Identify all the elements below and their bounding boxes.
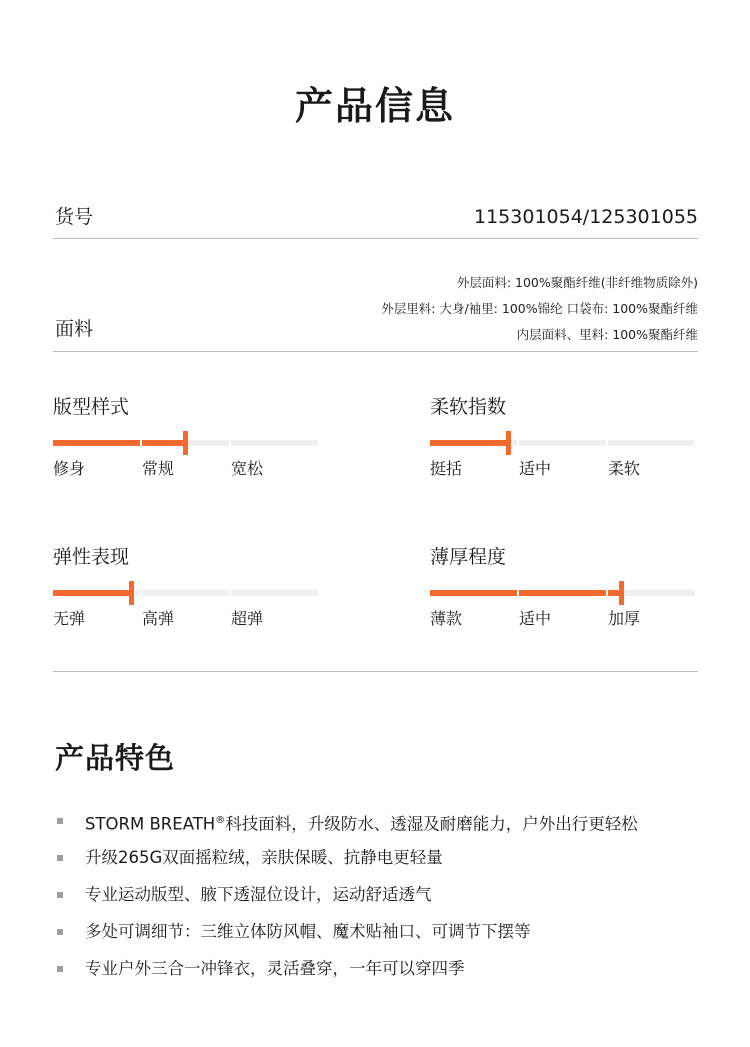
rating-track (430, 590, 697, 596)
rating-track (53, 590, 320, 596)
rating-option: 适中 (519, 609, 552, 628)
rating-title: 版型样式 (53, 396, 130, 418)
rating-option: 适中 (519, 459, 552, 478)
square-bullet-icon (57, 966, 63, 972)
list-item (55, 880, 715, 917)
rating-option: 修身 (53, 459, 86, 478)
item-no-label: 货号 (55, 206, 94, 228)
rating-marker-icon (619, 581, 624, 605)
rating-marker-icon (129, 581, 134, 605)
divider (53, 351, 698, 352)
rating-option: 柔软 (608, 459, 641, 478)
divider (53, 671, 698, 672)
feature-text: 升级265G双面摇粒绒，亲肤保暖、抗静电更轻量 (85, 848, 443, 867)
rating-marker-icon (506, 431, 511, 455)
rating-title: 柔软指数 (430, 396, 507, 418)
item-no-value: 115301054/125301055 (474, 206, 698, 228)
rating-segment (53, 440, 140, 446)
rating-option: 超弹 (231, 609, 264, 628)
rating-segment (430, 440, 517, 446)
rating-option: 挺括 (430, 459, 463, 478)
rating-softness (430, 394, 697, 484)
feature-text: 专业运动版型、腋下透湿位设计，运动舒适透气 (85, 885, 432, 904)
fabric-line: 外层里料: 大身/袖里: 100%锦纶 口袋布: 100%聚酯纤维 (381, 301, 698, 316)
rating-option: 宽松 (231, 459, 264, 478)
list-item (55, 843, 715, 880)
square-bullet-icon (57, 929, 63, 935)
rating-title: 弹性表现 (53, 546, 130, 568)
rating-track (430, 440, 697, 446)
rating-segment (142, 590, 229, 596)
rating-elasticity (53, 544, 320, 634)
rating-segment (519, 590, 606, 596)
rating-marker-icon (183, 431, 188, 455)
rating-option: 高弹 (142, 609, 175, 628)
page-title: 产品信息 (294, 84, 455, 128)
rating-option: 薄款 (430, 609, 463, 628)
feature-text: 专业户外三合一冲锋衣，灵活叠穿，一年可以穿四季 (85, 959, 465, 978)
feature-text: STORM BREATH®科技面料，升级防水、透湿及耐磨能力，户外出行更轻松 (85, 814, 638, 834)
rating-option: 加厚 (608, 609, 641, 628)
fabric-details (381, 270, 698, 348)
rating-thickness (430, 544, 697, 634)
fabric-line: 外层面料: 100%聚酯纤维(非纤维物质除外) (456, 275, 698, 290)
divider (53, 238, 698, 239)
rating-fit (53, 394, 320, 484)
fabric-label: 面料 (55, 318, 94, 340)
features-title: 产品特色 (55, 741, 176, 775)
features-list (55, 806, 715, 991)
list-item (55, 917, 715, 954)
square-bullet-icon (57, 855, 63, 861)
rating-segment (430, 590, 517, 596)
square-bullet-icon (57, 818, 63, 824)
feature-text: 多处可调细节：三维立体防风帽、魔术贴袖口、可调节下摆等 (85, 922, 531, 941)
rating-segment (608, 440, 695, 446)
rating-title: 薄厚程度 (430, 546, 507, 568)
rating-segment (53, 590, 140, 596)
rating-segment (519, 440, 606, 446)
fabric-line: 内层面料、里料: 100%聚酯纤维 (516, 327, 698, 342)
rating-option: 常规 (142, 459, 175, 478)
list-item (55, 954, 715, 991)
rating-segment (231, 590, 318, 596)
list-item (55, 806, 715, 843)
rating-segment (231, 440, 318, 446)
square-bullet-icon (57, 892, 63, 898)
rating-track (53, 440, 320, 446)
rating-option: 无弹 (53, 609, 86, 628)
